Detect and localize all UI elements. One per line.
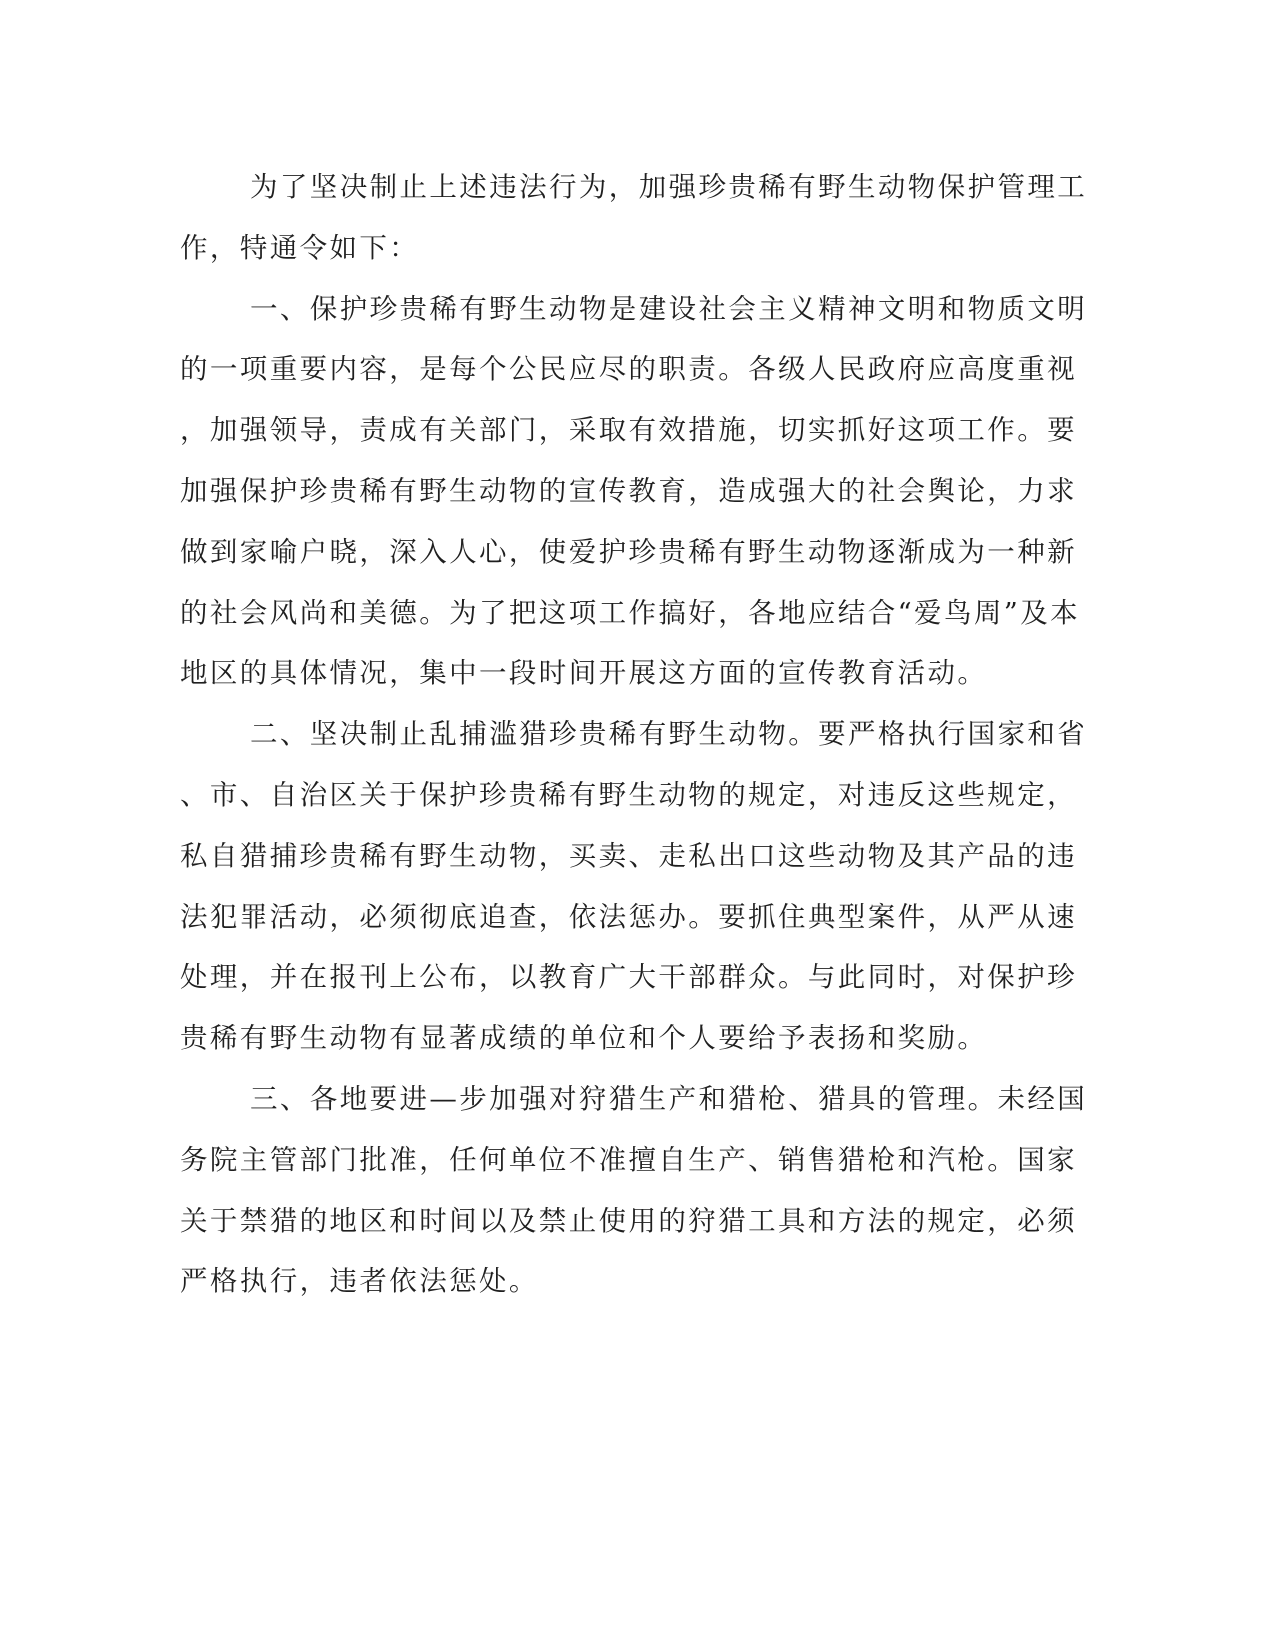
text-line: ，加强领导，责成有关部门，采取有效措施，切实抓好这项工作。要	[180, 414, 1077, 447]
paragraph-item-three	[180, 1069, 1088, 1312]
paragraph-item-one	[180, 279, 1088, 705]
text-line: 二、坚决制止乱捕滥猎珍贵稀有野生动物。要严格执行国家和省	[250, 718, 1088, 751]
text-line: 地区的具体情况，集中一段时间开展这方面的宣传教育活动。	[180, 657, 988, 690]
text-line: 三、各地要进—步加强对狩猎生产和猎枪、猎具的管理。未经国	[250, 1082, 1088, 1115]
text-line: 私自猎捕珍贵稀有野生动物，买卖、走私出口这些动物及其产品的违	[180, 839, 1077, 872]
paragraph-intro	[180, 157, 1088, 279]
text-line: 关于禁猎的地区和时间以及禁止使用的狩猎工具和方法的规定，必须	[180, 1204, 1077, 1237]
text-line: 处理，并在报刊上公布，以教育广大干部群众。与此同时，对保护珍	[180, 961, 1077, 994]
text-line: 的一项重要内容，是每个公民应尽的职责。各级人民政府应高度重视	[180, 353, 1077, 386]
text-line: 务院主管部门批准，任何单位不准擅自生产、销售猎枪和汽枪。国家	[180, 1143, 1077, 1176]
text-line: 、市、自治区关于保护珍贵稀有野生动物的规定，对违反这些规定，	[180, 778, 1077, 811]
text-line: 的社会风尚和美德。为了把这项工作搞好，各地应结合“爱鸟周”及本	[180, 596, 1081, 629]
text-line: 贵稀有野生动物有显著成绩的单位和个人要给予表扬和奖励。	[180, 1022, 988, 1055]
document-body	[180, 157, 1088, 1312]
text-line: 严格执行，违者依法惩处。	[180, 1265, 539, 1298]
text-line: 为了坚决制止上述违法行为，加强珍贵稀有野生动物保护管理工	[250, 171, 1088, 203]
text-line: 法犯罪活动，必须彻底追查，依法惩办。要抓住典型案件，从严从速	[180, 900, 1077, 933]
paragraph-item-two	[180, 704, 1088, 1069]
text-line: 做到家喻户晓，深入人心，使爱护珍贵稀有野生动物逐渐成为一种新	[180, 535, 1077, 568]
text-line: 加强保护珍贵稀有野生动物的宣传教育，造成强大的社会舆论，力求	[180, 474, 1077, 507]
text-line: 作，特通令如下：	[180, 231, 420, 264]
text-line: 一、保护珍贵稀有野生动物是建设社会主义精神文明和物质文明	[250, 292, 1088, 325]
